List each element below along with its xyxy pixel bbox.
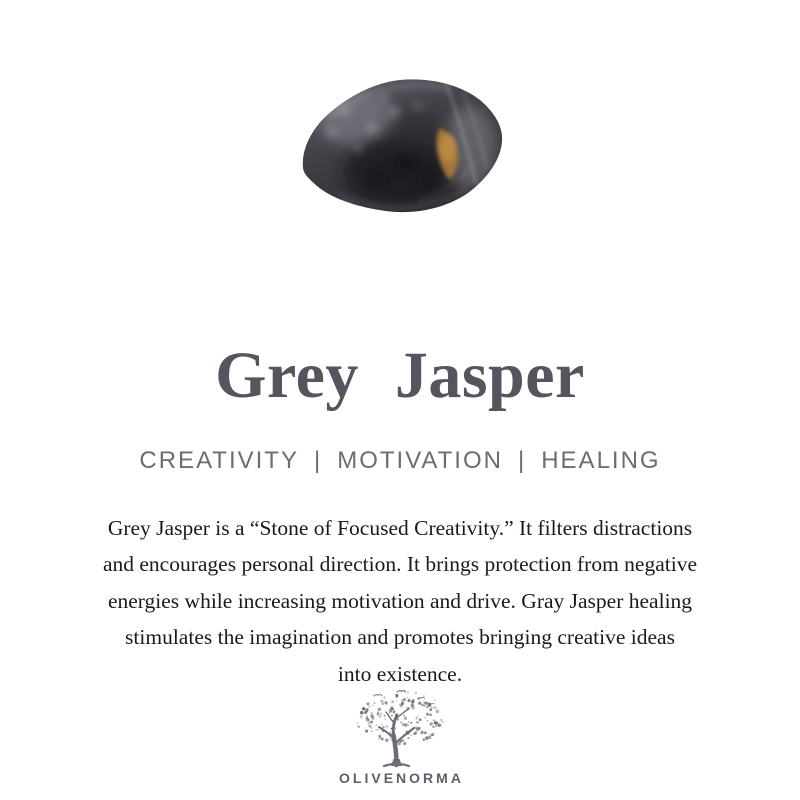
description-line: into existence. [337,661,463,686]
keyword-healing: HEALING [541,447,661,474]
description-line: energies while increasing motivation and drive. Gray Jasper healing [107,588,693,613]
keyword-motivation: MOTIVATION [337,447,503,474]
stone-image [298,76,503,218]
grey-jasper-stone-photo [298,76,503,218]
brand-name: OLIVENORMA [339,770,464,786]
keyword-separator: | [313,447,323,474]
product-title: Grey Jasper [215,339,585,412]
product-keywords [0,446,800,476]
keyword-creativity: CREATIVITY [139,447,299,474]
product-description [20,510,780,692]
description-line: and encourages personal direction. It brings protection from negative [102,552,698,577]
description-line: stimulates the imagination and promotes bringing creative ideas [125,625,675,650]
description-line: Grey Jasper is a “Stone of Focused Creativity.” It filters distractions [107,516,693,540]
keyword-separator: | [517,447,527,474]
brand-logo [0,690,800,786]
olive-tree-icon [349,690,451,768]
